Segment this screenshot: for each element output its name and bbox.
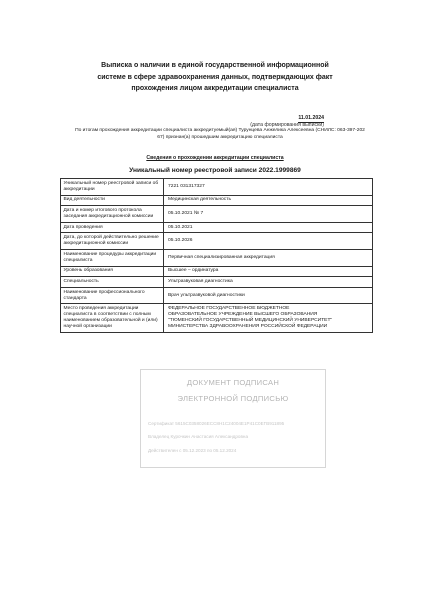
intro-line-1: По итогам прохождения аккредитации специалиста аккредитуемый(ая) Турунцева Анжелика Алексеевна (СНИЛС: 063-397-202	[75, 128, 365, 133]
row-value: Ультразвуковая диагностика	[164, 277, 373, 288]
row-value: 05.10.2021 № 7	[164, 206, 373, 223]
electronic-signature-stamp	[140, 369, 326, 468]
section-title: Сведения о прохождении аккредитации специалиста	[146, 155, 284, 161]
row-value: 7221 031317327	[164, 179, 373, 196]
row-value: 05.10.2021	[164, 222, 373, 233]
table-row	[61, 277, 373, 288]
organization-line-1: ФЕДЕРАЛЬНОЕ ГОСУДАРСТВЕННОЕ БЮДЖЕТНОЕ	[168, 306, 290, 312]
row-value: Врач ультразвуковой диагностики	[164, 287, 373, 304]
signature-owner: Владелец Курочкин Анастасия Александровна	[148, 434, 248, 439]
table-row	[61, 287, 373, 304]
row-value	[164, 304, 373, 333]
document-title	[60, 60, 370, 95]
title-line-2: системе в сфере здравоохранения данных, подтверждающих факт	[97, 73, 333, 81]
organization-line-2: ОБРАЗОВАТЕЛЬНОЕ УЧРЕЖДЕНИЕ ВЫСШЕГО ОБРАЗОВАНИЯ	[168, 312, 318, 318]
table-row	[61, 304, 373, 333]
row-label: Наименование профессионального стандарта	[61, 287, 164, 304]
organization-line-4: МИНИСТЕРСТВА ЗДРАВООХРАНЕНИЯ РОССИЙСКОЙ ФЕДЕРАЦИИ	[168, 324, 328, 330]
signature-title: ДОКУМЕНТ ПОДПИСАН	[186, 378, 280, 387]
table-row	[61, 233, 373, 250]
table-row	[61, 206, 373, 223]
row-label: Дата проведения	[61, 222, 164, 233]
formation-date-block	[244, 115, 324, 129]
title-line-1: Выписка о наличии в единой государственной информационной	[101, 62, 329, 69]
row-label: Уровень образования	[61, 266, 164, 277]
intro-paragraph	[62, 128, 378, 142]
accreditation-table	[60, 178, 373, 333]
row-value: Первичная специализированная аккредитация	[164, 249, 373, 266]
table-row	[61, 266, 373, 277]
signature-subtitle: ЭЛЕКТРОННОЙ ПОДПИСЬЮ	[177, 394, 289, 403]
intro-line-2: 67) признан(а) прошедшим аккредитацию специалиста	[157, 134, 283, 140]
row-label: Специальность	[61, 277, 164, 288]
row-value: 05.10.2026	[164, 233, 373, 250]
table-row	[61, 195, 373, 206]
organization-line-3: "ТЮМЕНСКИЙ ГОСУДАРСТВЕННЫЙ МЕДИЦИНСКИЙ УНИВЕРСИТЕТ"	[168, 318, 333, 324]
row-label: Вид деятельности	[61, 195, 164, 206]
row-value: Высшее – ординатура	[164, 266, 373, 277]
row-label: Уникальный номер реестровой записи об аккредитации	[61, 179, 164, 196]
row-label: Дата и номер итогового протокола заседания аккредитационной комиссии	[61, 206, 164, 223]
row-label: Дата, до которой действительно решение аккредитационной комиссии	[61, 233, 164, 250]
title-line-3: прохождения лицом аккредитации специалиста	[131, 85, 299, 92]
row-label: Место проведения аккредитации специалиста в соответствии с полным наименованием образовательной и (или) научной организации	[61, 304, 164, 333]
signature-validity: Действителен с 05.12.2023 по 05.12.2024	[148, 448, 237, 453]
formation-date-caption: (дата формирования выписки)	[250, 122, 324, 128]
table-row	[61, 249, 373, 266]
row-label: Наименование процедуры аккредитации специалиста	[61, 249, 164, 266]
row-value: Медицинская деятельность	[164, 195, 373, 206]
formation-date: 11.01.2024	[298, 115, 324, 121]
table-row	[61, 222, 373, 233]
signature-certificate: Сертификат 5615С0358026ЕСС8Н1С24004Е1Р41С0ЕГВ911895	[148, 421, 285, 426]
registry-number-heading: Уникальный номер реестровой записи 2022.1999869	[129, 167, 301, 174]
table-row	[61, 179, 373, 196]
